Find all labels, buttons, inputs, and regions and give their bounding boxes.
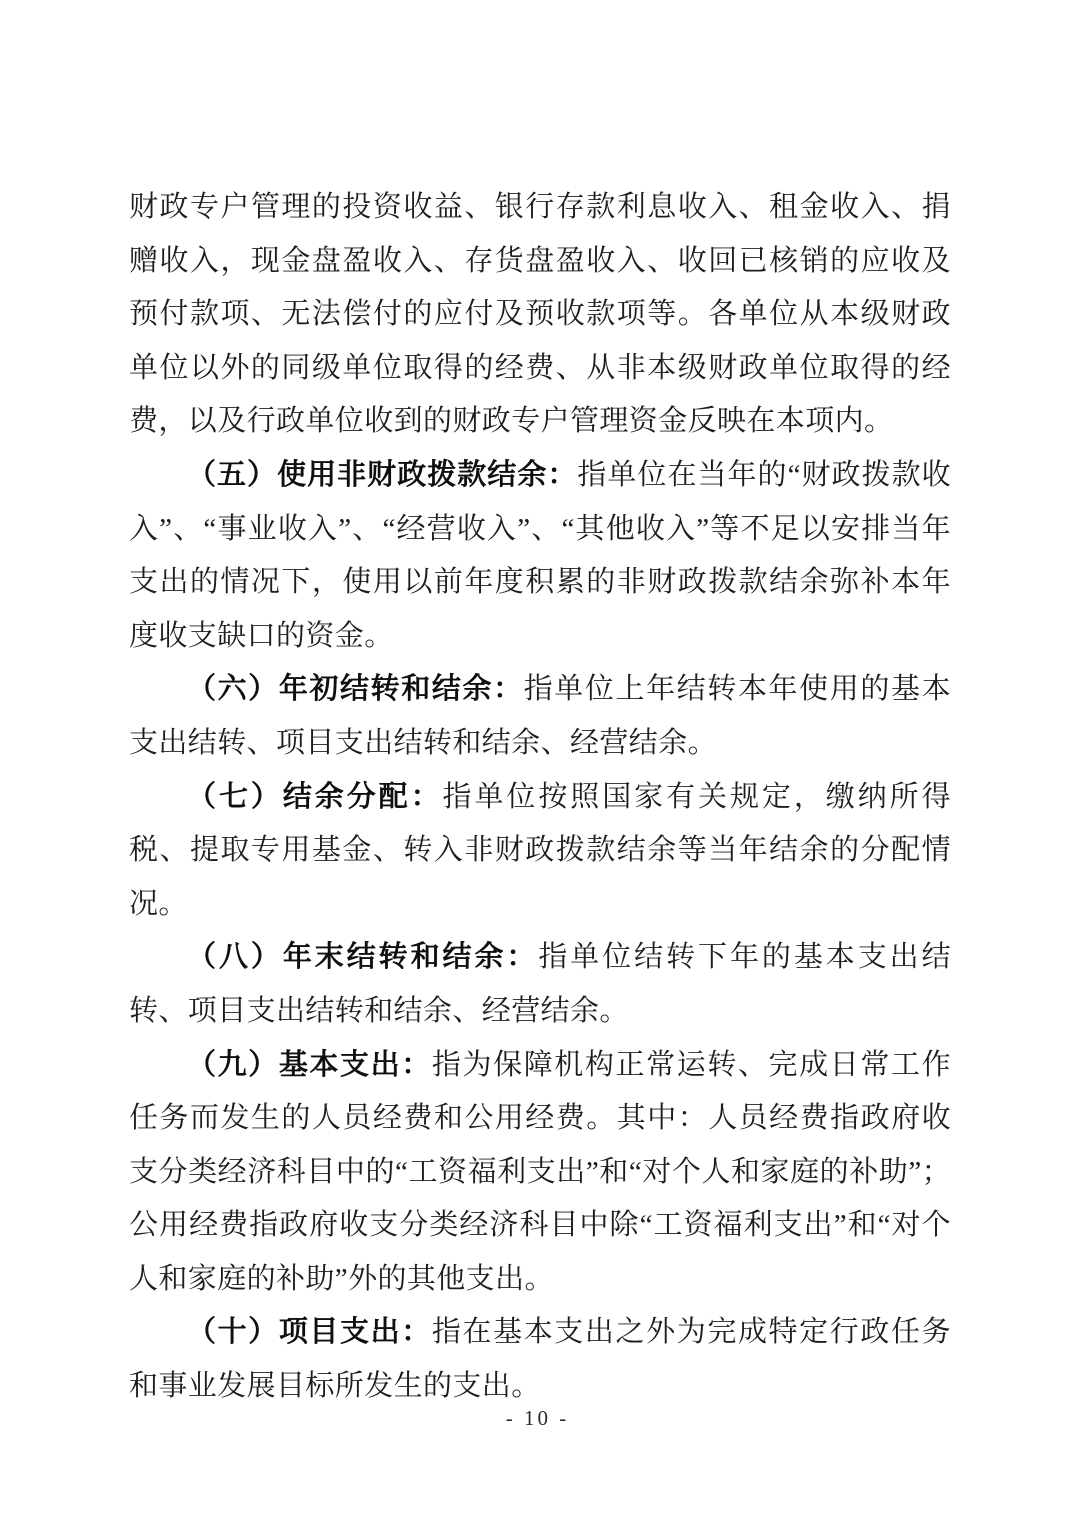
paragraph-text: 财政专户管理的投资收益、银行存款利息收入、租金收入、捐赠收入，现金盘盈收入、存货盘盈收入、收回已核销的应收及预付款项、无法偿付的应付及预收款项等。各单位从本级财政单位以外的同级单位取得的经费、从非本级财政单位取得的经费，以及行政单位收到的财政专户管理资金反映在本项内。 bbox=[129, 191, 951, 438]
paragraph-item-9 bbox=[129, 1039, 951, 1307]
paragraph-item-7 bbox=[129, 771, 951, 932]
paragraph-text: 指单位结转下年的基本支出结转、项目支出结转和结余、经营结余。 bbox=[129, 941, 951, 1027]
paragraph-text: 指为保障机构正常运转、完成日常工作任务而发生的人员经费和公用经费。其中：人员经费指政府收支分类经济科目中的“工资福利支出”和“对个人和家庭的补助”；公用经费指政府收支分类经济科目中除“工资福利支出”和“对个人和家庭的补助”外的其他支出。 bbox=[129, 1048, 951, 1295]
paragraph-continuation bbox=[129, 181, 951, 449]
page-footer bbox=[0, 1404, 1075, 1432]
paragraph-heading: （十）项目支出： bbox=[187, 1316, 432, 1349]
paragraph-item-8 bbox=[129, 931, 951, 1038]
page-number: - 10 - bbox=[505, 1406, 570, 1430]
paragraph-text: 指单位在当年的“财政拨款收入”、“事业收入”、“经营收入”、“其他收入”等不足以安排当年支出的情况下，使用以前年度积累的非财政拨款结余弥补本年度收支缺口的资金。 bbox=[129, 458, 951, 652]
paragraph-heading: （九）基本支出： bbox=[187, 1048, 432, 1081]
paragraph-text: 指单位上年结转本年使用的基本支出结转、项目支出结转和结余、经营结余。 bbox=[129, 673, 951, 759]
paragraph-text: 指单位按照国家有关规定，缴纳所得税、提取专用基金、转入非财政拨款结余等当年结余的分配情况。 bbox=[129, 780, 951, 920]
paragraph-heading: （六）年初结转和结余： bbox=[187, 673, 524, 706]
paragraph-heading: （五）使用非财政拨款结余： bbox=[187, 458, 578, 491]
page-body bbox=[129, 181, 951, 1414]
paragraph-text: 指在基本支出之外为完成特定行政任务和事业发展目标所发生的支出。 bbox=[129, 1316, 951, 1403]
paragraph-item-5 bbox=[129, 449, 951, 663]
paragraph-item-10 bbox=[129, 1306, 951, 1413]
paragraph-heading: （八）年末结转和结余： bbox=[187, 941, 539, 974]
paragraph-heading: （七）结余分配： bbox=[187, 780, 443, 813]
paragraph-item-6 bbox=[129, 663, 951, 770]
